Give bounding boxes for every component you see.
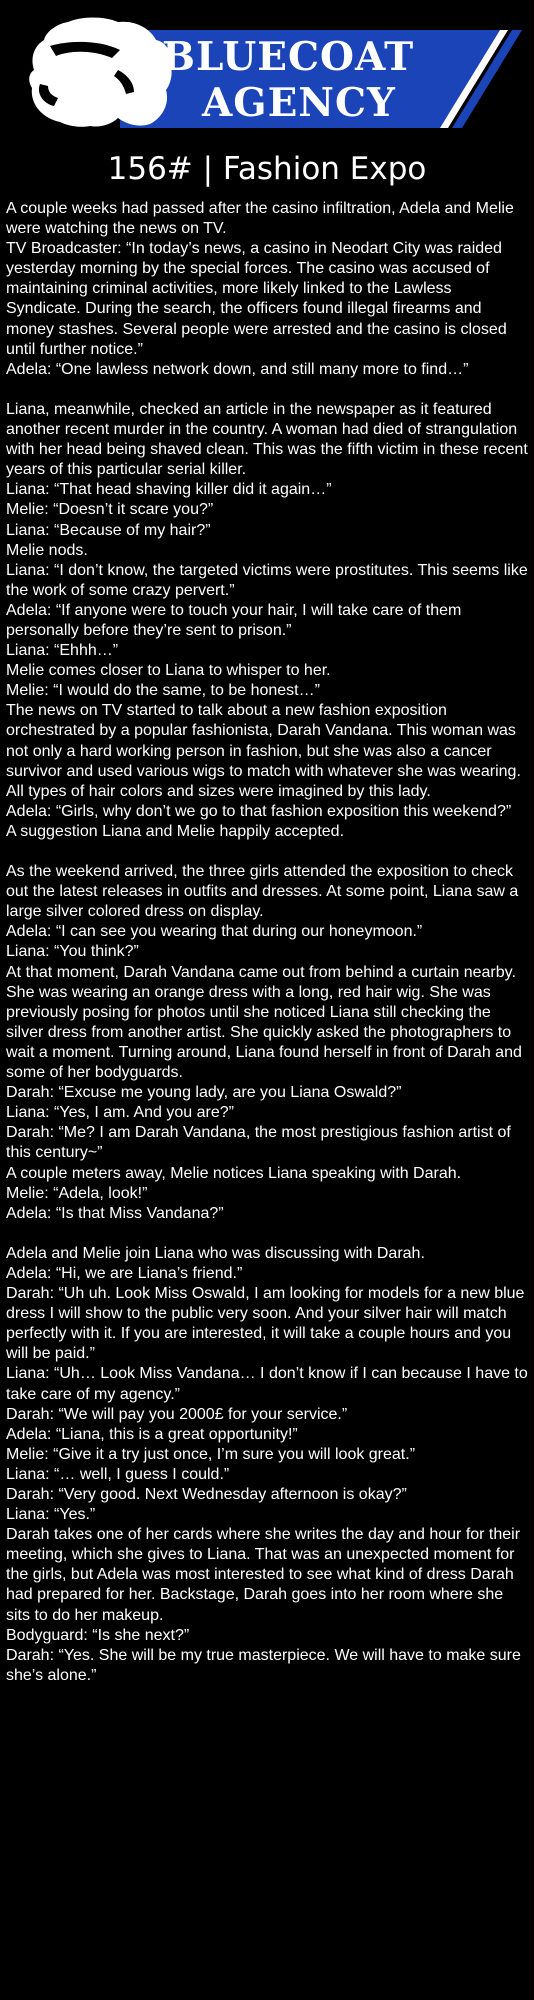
chapter-title: 156# | Fashion Expo — [107, 151, 427, 187]
brand-name-line2: AGENCY — [202, 80, 396, 126]
paragraph: Darah: “We will pay you 2000£ for your service.” — [6, 1405, 348, 1423]
paragraph: Adela: “Is that Miss Vandana?” — [6, 1204, 224, 1222]
paragraph: Darah: “Yes. She will be my true masterpiece. We will have to make sure she’s alone.” — [6, 1646, 521, 1684]
paragraph: Darah: “Uh uh. Look Miss Oswald, I am looking for models for a new blue dress I will show to the public very soon. And your silver hair will match perfectly with it. If you are interested, it will take a couple hours and you will be paid.” — [6, 1285, 525, 1363]
paragraph: Melie: “Doesn’t it scare you?” — [6, 501, 214, 519]
silhouette-head-with-cap-icon — [29, 18, 171, 127]
paragraph: As the weekend arrived, the three girls attended the exposition to check out the latest releases in outfits and dresses. At some point, Liana saw a large silver colored dress on display. — [6, 863, 519, 921]
paragraph: Liana: “Yes, I am. And you are?” — [6, 1104, 234, 1122]
paragraph: Adela: “I can see you wearing that during our honeymoon.” — [6, 923, 423, 941]
paragraph: Melie comes closer to Liana to whisper to her. — [6, 662, 331, 680]
paragraph: Darah takes one of her cards where she writes the day and hour for their meeting, which she gives to Liana. That was an unexpected moment for the girls, but Adela was most interested to see what kind of dress Darah had prepared for her. Backstage, Darah goes into her room where she sits to do her makeup. — [6, 1526, 521, 1624]
header-banner — [0, 0, 534, 150]
paragraph: Melie: “Adela, look!” — [6, 1184, 148, 1202]
paragraph: Melie nods. — [6, 541, 88, 559]
paragraph: Darah: “Very good. Next Wednesday afternoon is okay?” — [6, 1486, 407, 1503]
paragraph: Liana: “I don’t know, the targeted victims were prostitutes. This seems like the work of some crazy pervert.” — [6, 561, 528, 599]
paragraph: A suggestion Liana and Melie happily accepted. — [6, 822, 345, 840]
paragraph: Melie: “Give it a try just once, I’m sure you will look great.” — [6, 1445, 416, 1463]
paragraph: Adela: “If anyone were to touch your hair, I will take care of them personally before they’re sent to prison.” — [6, 601, 462, 639]
paragraph: TV Broadcaster: “In today’s news, a casino in Neodart City was raided yesterday morning by the special forces. The casino was accused of maintaining criminal activities, more likely linked to the Lawless Syndicate. During the search, the officers found illegal firearms and money stashes. Several people were arrested and the casino is closed until further notice.” — [6, 240, 507, 358]
paragraph: A couple meters away, Melie notices Liana speaking with Darah. — [6, 1164, 462, 1182]
paragraph: Liana: “Yes.” — [6, 1506, 96, 1524]
paragraph: Liana: “Uh… Look Miss Vandana… I don’t know if I can because I have to take care of my agency.” — [6, 1365, 528, 1403]
paragraph: Adela: “Girls, why don’t we go to that fashion exposition this weekend?” — [6, 802, 512, 820]
paragraph: Liana: “Because of my hair?” — [6, 521, 211, 539]
paragraph: Liana: “You think?” — [6, 943, 139, 961]
paragraph: Liana, meanwhile, checked an article in the newspaper as it featured another recent murder in the country. A woman had died of strangulation with her head being shaved clean. This was the fifth victim in these recent years of this particular serial killer. — [6, 400, 528, 479]
paragraph: Liana: “… well, I guess I could.” — [6, 1465, 230, 1483]
paragraph: Liana: “That head shaving killer did it again…” — [6, 481, 332, 499]
paragraph: Darah: “Excuse me young lady, are you Liana Oswald?” — [6, 1084, 402, 1102]
paragraph: Bodyguard: “Is she next?” — [6, 1626, 190, 1644]
paragraph-gap — [6, 380, 530, 400]
paragraph: Adela: “Liana, this is a great opportunity!” — [6, 1425, 298, 1443]
paragraph: A couple weeks had passed after the casino infiltration, Adela and Melie were watching the news on TV. — [6, 200, 514, 238]
brand-name-line1: BLUECOAT — [162, 34, 415, 80]
paragraph: At that moment, Darah Vandana came out from behind a curtain nearby. She was wearing an orange dress with a long, red hair wig. She was previously posing for photos until she noticed Liana still checking the silver dress from another artist. She quickly asked the photographers to wait a moment. Turning around, Liana found herself in front of Darah and some of her bodyguards. — [6, 963, 522, 1082]
paragraph: Adela and Melie join Liana who was discussing with Darah. — [6, 1244, 425, 1262]
paragraph: The news on TV started to talk about a new fashion exposition orchestrated by a popular fashionista, Darah Vandana. This woman was not only a hard working person in fashion, but she was also a cancer survivor and used various wigs to match with whatever she was wearing. All types of hair colors and sizes were imagined by this lady. — [6, 702, 521, 800]
paragraph: Adela: “Hi, we are Liana’s friend.” — [6, 1264, 243, 1282]
paragraph: Darah: “Me? I am Darah Vandana, the most prestigious fashion artist of this century~” — [6, 1124, 511, 1162]
paragraph: Melie: “I would do the same, to be honest…” — [6, 682, 320, 700]
paragraph: Liana: “Ehhh…” — [6, 642, 119, 660]
paragraph: Adela: “One lawless network down, and still many more to find…” — [6, 360, 469, 378]
paragraph-gap — [6, 842, 530, 862]
story-body — [6, 199, 530, 1686]
paragraph-gap — [6, 1224, 530, 1244]
